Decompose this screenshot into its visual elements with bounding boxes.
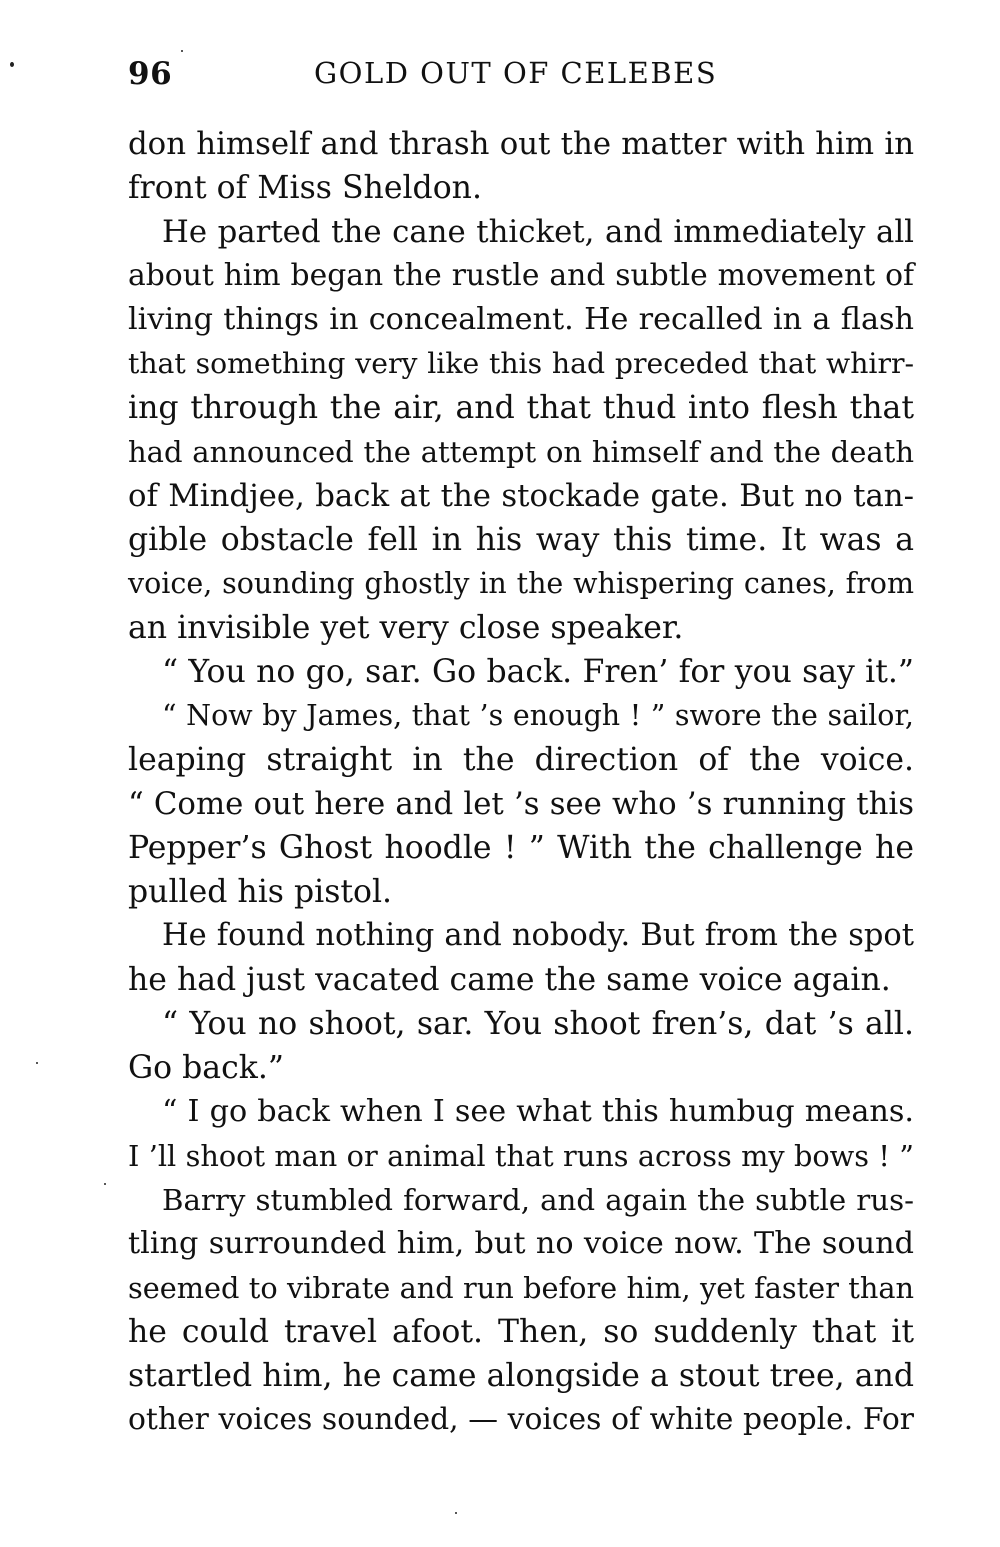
text-line: I ’ll shoot man or animal that runs across my bows ! ” bbox=[128, 1139, 914, 1173]
page-number: 96 bbox=[128, 56, 173, 92]
text-line: front of Miss Sheldon. bbox=[128, 170, 482, 206]
scan-speck bbox=[455, 1512, 457, 1514]
text-line: Pepper’s Ghost hoodle ! ” With the challenge he bbox=[128, 830, 914, 866]
text-line: “ Now by James, that ’s enough ! ” swore the sailor, bbox=[162, 699, 914, 732]
text-line: Go back.” bbox=[128, 1050, 284, 1086]
scan-speck bbox=[104, 1183, 106, 1185]
text-line: about him began the rustle and subtle movement of bbox=[128, 258, 914, 293]
text-line: gible obstacle fell in his way this time. It was a bbox=[128, 522, 914, 558]
text-line: of Mindjee, back at the stockade gate. But no tan- bbox=[128, 478, 914, 514]
text-line: had announced the attempt on himself and the death bbox=[128, 435, 914, 469]
text-line: “ Come out here and let ’s see who ’s running this bbox=[128, 786, 914, 822]
text-line: other voices sounded, — voices of white people. For bbox=[128, 1402, 914, 1437]
text-line: Barry stumbled forward, and again the subtle rus- bbox=[162, 1183, 914, 1217]
text-line: leaping straight in the direction of the voice. bbox=[128, 742, 914, 778]
body-text bbox=[128, 122, 914, 1442]
text-line: living things in concealment. He recalled in a flash bbox=[128, 302, 914, 337]
text-line: he could travel afoot. Then, so suddenly that it bbox=[128, 1314, 914, 1350]
scan-speck bbox=[10, 62, 14, 67]
text-line: ing through the air, and that thud into flesh that bbox=[128, 390, 914, 426]
text-line: “ I go back when I see what this humbug means. bbox=[162, 1094, 914, 1129]
text-line: that something very like this had preceded that whirr- bbox=[128, 347, 914, 380]
scan-speck bbox=[181, 50, 183, 52]
text-line: seemed to vibrate and run before him, yet faster than bbox=[128, 1271, 914, 1305]
text-line: tling surrounded him, but no voice now. The sound bbox=[128, 1226, 914, 1261]
text-line: “ You no shoot, sar. You shoot fren’s, dat ’s all. bbox=[162, 1006, 914, 1042]
text-line: He parted the cane thicket, and immediately all bbox=[162, 214, 914, 250]
text-line: don himself and thrash out the matter with him in bbox=[128, 126, 914, 162]
text-line: “ You no go, sar. Go back. Fren’ for you say it.” bbox=[162, 654, 914, 690]
text-line: an invisible yet very close speaker. bbox=[128, 610, 684, 646]
text-line: He found nothing and nobody. But from the spot bbox=[162, 918, 914, 953]
text-line: voice, sounding ghostly in the whispering canes, from bbox=[128, 567, 914, 600]
scan-speck bbox=[36, 1062, 38, 1064]
text-line: pulled his pistol. bbox=[128, 874, 393, 910]
text-line: he had just vacated came the same voice again. bbox=[128, 962, 891, 998]
running-head bbox=[128, 56, 914, 100]
text-line: startled him, he came alongside a stout tree, and bbox=[128, 1358, 914, 1394]
running-title: GOLD OUT OF CELEBES bbox=[314, 56, 718, 90]
